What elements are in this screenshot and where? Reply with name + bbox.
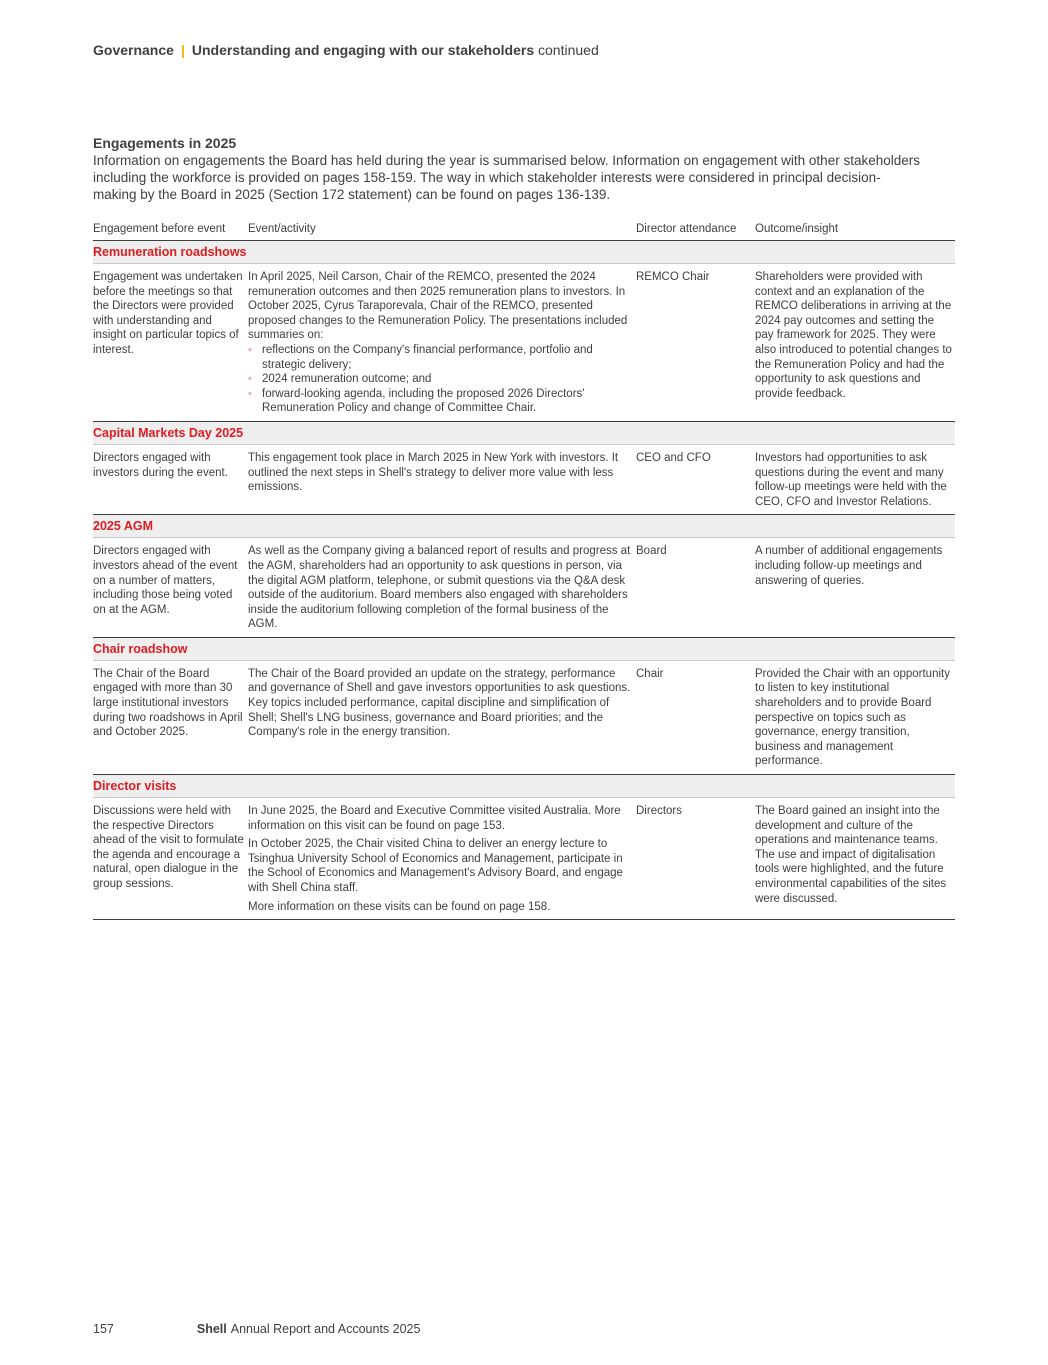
engagements-title: Engagements in 2025 bbox=[93, 135, 237, 151]
footer-brand: Shell bbox=[196, 1322, 227, 1336]
table-row bbox=[93, 798, 955, 920]
table-row bbox=[93, 445, 955, 515]
table-row bbox=[93, 264, 955, 422]
table-header-row bbox=[93, 222, 955, 241]
cell-outcome: The Board gained an insight into the development and culture of the operations and maintenance teams. The use and impact of digitalisation tools were highlighted, and the future environmental capabilities of the sites were discussed. bbox=[755, 805, 947, 905]
cell-event bbox=[248, 451, 636, 509]
cell-outcome: A number of additional engagements including follow-up meetings and answering of queries. bbox=[755, 545, 943, 587]
cell-before: Directors engaged with investors ahead of the event on a number of matters, including those being voted on at the AGM. bbox=[93, 545, 238, 616]
cell-attendance: REMCO Chair bbox=[636, 271, 710, 283]
section-title-capital-markets-day: Capital Markets Day 2025 bbox=[93, 422, 955, 445]
event-paragraph: In June 2025, the Board and Executive Committee visited Australia. More information on this visit can be found on page 153. bbox=[248, 805, 621, 832]
event-bullet-list bbox=[248, 343, 636, 416]
cell-attendance: Directors bbox=[636, 805, 683, 818]
section-title-agm: 2025 AGM bbox=[93, 515, 955, 538]
cell-before: Discussions were held with the respective Directors ahead of the visit to formulate the agenda and encourage a natural, open dialogue in the group sessions. bbox=[93, 805, 244, 890]
column-header-attendance: Director attendance bbox=[636, 223, 737, 235]
cell-event bbox=[248, 270, 636, 416]
section-title-remuneration-roadshows: Remuneration roadshows bbox=[93, 241, 955, 264]
cell-event bbox=[248, 544, 636, 632]
cell-event bbox=[248, 804, 636, 914]
bullet-item: ◦ 2024 remuneration outcome; and bbox=[248, 372, 636, 387]
cell-attendance: Board bbox=[636, 545, 667, 558]
column-header-event: Event/activity bbox=[248, 223, 316, 235]
engagements-table bbox=[93, 222, 955, 920]
cell-attendance: CEO and CFO bbox=[636, 451, 711, 464]
cell-before: Engagement was undertaken before the meetings so that the Directors were provided with understanding and insight on particular topics of interest. bbox=[93, 271, 243, 356]
cell-before: Directors engaged with investors during the event. bbox=[93, 451, 228, 479]
cell-event bbox=[248, 667, 636, 769]
event-paragraph: The Chair of the Board provided an update on the strategy, performance and governance of Shell and gave investors opportunities to ask questions. Key topics included performance, capital discipline and simplification of Shell; Shell's LNG business, governance and Board priorities; and the Company's role in the energy transition. bbox=[248, 667, 631, 739]
cell-attendance: Chair bbox=[636, 667, 664, 680]
section-title-director-visits: Director visits bbox=[93, 775, 955, 798]
section-title-chair-roadshow: Chair roadshow bbox=[93, 638, 955, 661]
header-section: Governance bbox=[93, 42, 174, 58]
footer-report-title: Annual Report and Accounts 2025 bbox=[230, 1322, 421, 1336]
cell-before: The Chair of the Board engaged with more than 30 large institutional investors during two roadshows in April and October 2025. bbox=[93, 667, 243, 739]
event-paragraph: As well as the Company giving a balanced report of results and progress at the AGM, shareholders had an opportunity to ask questions in person, via the digital AGM platform, telephone, or submit questions via the Q&A desk outside of the auditorium. Board members also engaged with shareholders inside the auditorium following completion of the formal business of the AGM. bbox=[248, 545, 631, 631]
cell-outcome: Shareholders were provided with context and an explanation of the REMCO deliberations in arriving at the 2024 pay outcomes and setting the pay framework for 2025. They were also introduced to potential changes to the Remuneration Policy and had the opportunity to ask questions and provide feedback. bbox=[755, 271, 952, 400]
table-row bbox=[93, 661, 955, 775]
column-header-outcome: Outcome/insight bbox=[755, 223, 839, 235]
event-paragraph: This engagement took place in March 2025 in New York with investors. It outlined the next steps in Shell's strategy to deliver more value with less emissions. bbox=[248, 451, 619, 494]
cell-outcome: Investors had opportunities to ask questions during the event and many follow-up meetings were held with the CEO, CFO and Investor Relations. bbox=[755, 451, 947, 508]
table-row bbox=[93, 538, 955, 638]
bullet-item: ◦ reflections on the Company's financial performance, portfolio and strategic delivery; bbox=[248, 343, 636, 372]
page-header bbox=[93, 42, 599, 58]
engagements-intro: Information on engagements the Board has held during the year is summarised below. Information on engagement with other stakeholders including the workforce is provided on pages 158-159. The way in which stakeholder interests were considered in principal decision-making by the Board in 2025 (Section 172 statement) can be found on pages 136-139. bbox=[93, 153, 920, 202]
bullet-item: ◦ forward-looking agenda, including the proposed 2026 Directors' Remuneration Policy and change of Committee Chair. bbox=[248, 387, 636, 416]
header-continued: continued bbox=[538, 42, 599, 58]
cell-outcome: Provided the Chair with an opportunity to listen to key institutional shareholders and to provide Board perspective on topics such as governance, energy transition, business and management performance. bbox=[755, 667, 950, 768]
event-paragraph: In April 2025, Neil Carson, Chair of the REMCO, presented the 2024 remuneration outcomes and then 2025 remuneration plans to investors. In October 2025, Cyrus Taraporevala, Chair of the REMCO, presented proposed changes to the Remuneration Policy. The presentations included summaries on: bbox=[248, 271, 628, 342]
header-separator: | bbox=[180, 42, 185, 58]
page-number: 157 bbox=[93, 1322, 114, 1336]
column-header-before: Engagement before event bbox=[93, 223, 226, 235]
event-paragraph: More information on these visits can be found on page 158. bbox=[248, 900, 551, 913]
event-paragraph: In October 2025, the Chair visited China to deliver an energy lecture to Tsinghua University School of Economics and Management, participate in the School of Economics and Management's Advisory Board, and engage with Shell China staff. bbox=[248, 838, 623, 894]
page-footer bbox=[93, 1322, 420, 1336]
header-title: Understanding and engaging with our stakeholders bbox=[191, 42, 535, 58]
